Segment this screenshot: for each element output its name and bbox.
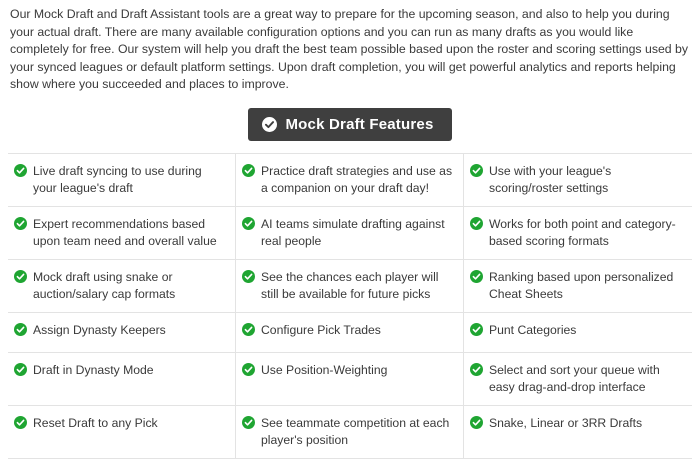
section-heading-label: Mock Draft Features	[285, 115, 434, 133]
feature-label: Mock draft using snake or auction/salary cap formats	[33, 269, 176, 301]
feature-item	[236, 154, 464, 207]
feature-item	[464, 353, 692, 406]
feature-label: Live draft syncing to use during your league's draft	[33, 163, 202, 195]
check-icon	[242, 270, 255, 283]
check-icon	[242, 363, 255, 376]
check-icon	[242, 323, 255, 336]
check-icon	[470, 270, 483, 283]
feature-item	[8, 353, 236, 406]
intro-paragraph: Our Mock Draft and Draft Assistant tools are a great way to prepare for the upcoming season, and also to help you during your actual draft. There are many available configuration options and you can run as many drafts as you would like completely for free. Our system will help you draft the best team possible based upon the roster and scoring settings used by your synced leagues or default platform settings. Upon draft completion, you will get powerful analytics and reports helping show where you succeeded and places to improve.	[10, 7, 689, 91]
feature-item	[236, 207, 464, 260]
check-icon	[470, 217, 483, 230]
feature-label: Punt Categories	[489, 322, 577, 337]
check-icon	[470, 363, 483, 376]
feature-label: Configure Pick Trades	[261, 322, 381, 337]
feature-item	[8, 313, 236, 353]
check-icon	[14, 164, 27, 177]
feature-label: Use with your league's scoring/roster settings	[489, 163, 612, 195]
feature-label: AI teams simulate drafting against real people	[261, 216, 445, 248]
feature-label: Draft in Dynasty Mode	[33, 362, 154, 377]
feature-label: Ranking based upon personalized Cheat Sheets	[489, 269, 674, 301]
feature-label: Select and sort your queue with easy drag-and-drop interface	[489, 362, 660, 394]
features-grid	[8, 153, 692, 459]
feature-item	[8, 406, 236, 459]
feature-item	[464, 406, 692, 459]
check-icon	[14, 270, 27, 283]
feature-item	[236, 313, 464, 353]
feature-label: Practice draft strategies and use as a companion on your draft day!	[261, 163, 453, 195]
check-icon	[242, 416, 255, 429]
feature-label: Works for both point and category-based scoring formats	[489, 216, 676, 248]
check-icon	[242, 217, 255, 230]
check-icon	[14, 363, 27, 376]
check-icon	[14, 217, 27, 230]
feature-label: See teammate competition at each player's position	[261, 415, 450, 447]
check-icon	[14, 323, 27, 336]
feature-item	[464, 207, 692, 260]
feature-item	[8, 207, 236, 260]
feature-item	[236, 353, 464, 406]
feature-label: Reset Draft to any Pick	[33, 415, 158, 430]
feature-item	[236, 260, 464, 313]
check-icon	[14, 416, 27, 429]
check-icon	[470, 323, 483, 336]
feature-item	[464, 260, 692, 313]
feature-label: Expert recommendations based upon team need and overall value	[33, 216, 217, 248]
feature-item	[464, 154, 692, 207]
feature-label: See the chances each player will still be available for future picks	[261, 269, 439, 301]
feature-label: Use Position-Weighting	[261, 362, 388, 377]
feature-item	[8, 154, 236, 207]
check-icon	[242, 164, 255, 177]
feature-item	[236, 406, 464, 459]
feature-label: Snake, Linear or 3RR Drafts	[489, 415, 643, 430]
feature-item	[8, 260, 236, 313]
section-heading-wrapper	[8, 108, 692, 141]
feature-label: Assign Dynasty Keepers	[33, 322, 166, 337]
feature-item	[464, 313, 692, 353]
check-circle-icon	[262, 117, 277, 132]
check-icon	[470, 416, 483, 429]
check-icon	[470, 164, 483, 177]
mock-draft-features-badge	[248, 108, 451, 141]
